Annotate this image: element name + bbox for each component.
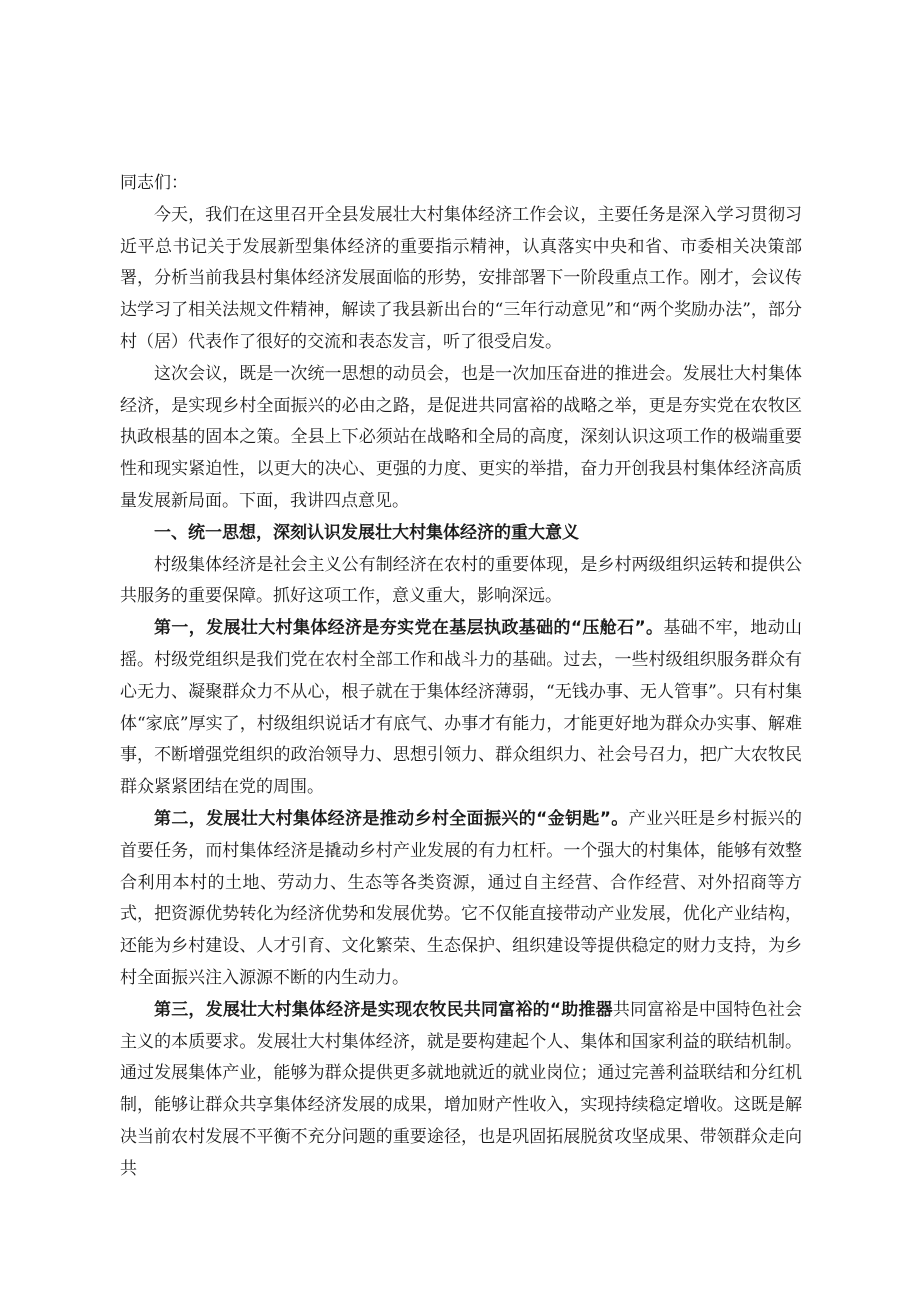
point-lead-2: 第二，发展壮大村集体经济是推动乡村全面振兴的“金钥匙”。 xyxy=(154,808,629,829)
opening-paragraph: 今天，我们在这里召开全县发展壮大村集体经济工作会议，主要任务是深入学习贯彻习近平总书记关于发展新型集体经济的重要指示精神，认真落实中央和省、市委相关决策部署，分析当前我县村集体经济发展面临的形势，安排部署下一阶段重点工作。刚才，会议传达学习了相关法规文件精神，解读了我县新出台的“三年行动意见”和“两个奖励办法”，部分村（居）代表作了很好的交流和表态发言，听了很受启发。 xyxy=(120,204,802,352)
salutation: 同志们： xyxy=(120,173,188,193)
document-page xyxy=(120,168,802,1186)
mobilization-paragraph: 这次会议，既是一次统一思想的动员会，也是一次加压奋进的推进会。发展壮大村集体经济，是实现乡村全面振兴的必由之路，是促进共同富裕的战略之举，更是夯实党在农牧区执政根基的固本之策。全县上下必须站在战略和全局的高度，深刻认识这项工作的极端重要性和现实紧迫性，以更大的决心、更强的力度、更实的举措，奋力开创我县村集体经济高质量发展新局面。下面，我讲四点意见。 xyxy=(120,363,802,511)
point-paragraph-2 xyxy=(120,804,802,995)
point-body-2: 产业兴旺是乡村振兴的首要任务，而村集体经济是撬动乡村产业发展的有力杠杆。一个强大的村集体，能够有效整合利用本村的土地、劳动力、生态等各类资源，通过自主经营、合作经营、对外招商等方式，把资源优势转化为经济优势和发展优势。它不仅能直接带动产业发展，优化产业结构，还能为乡村建设、人才引育、文化繁荣、生态保护、组织建设等提供稳定的财力支持，为乡村全面振兴注入源源不断的内生动力。 xyxy=(120,808,802,988)
section-heading: 一、统一思想，深刻认识发展壮大村集体经济的重大意义 xyxy=(154,522,579,543)
point-paragraph-3 xyxy=(120,995,802,1186)
point-paragraph-1 xyxy=(120,613,802,804)
point-lead-1: 第一，发展壮大村集体经济是夯实党在基层执政基础的“压舱石”。 xyxy=(154,618,664,639)
section-intro: 村级集体经济是社会主义公有制经济在农村的重要体现，是乡村两级组织运转和提供公共服务的重要保障。抓好这项工作，意义重大，影响深远。 xyxy=(120,554,802,607)
point-lead-3: 第三，发展壮大村集体经济是实现农牧民共同富裕的“助推器 xyxy=(154,999,613,1020)
point-body-1: 基础不牢，地动山摇。村级党组织是我们党在农村全部工作和战斗力的基础。过去，一些村级组织服务群众有心无力、凝聚群众力不从心，根子就在于集体经济薄弱，“无钱办事、无人管事”。只有村集体“家底”厚实了，村级组织说话才有底气、办事才有能力，才能更好地为群众办实事、解难事，不断增强党组织的政治领导力、思想引领力、群众组织力、社会号召力，把广大农牧民群众紧紧团结在党的周围。 xyxy=(120,618,802,798)
point-body-3: 共同富裕是中国特色社会主义的本质要求。发展壮大村集体经济，就是要构建起个人、集体和国家利益的联结机制。通过发展集体产业，能够为群众提供更多就地就近的就业岗位；通过完善利益联结和分红机制，能够让群众共享集体经济发展的成果，增加财产性收入，实现持续稳定增收。这既是解决当前农村发展不平衡不充分问题的重要途径，也是巩固拓展脱贫攻坚成果、带领群众走向共 xyxy=(120,999,803,1179)
